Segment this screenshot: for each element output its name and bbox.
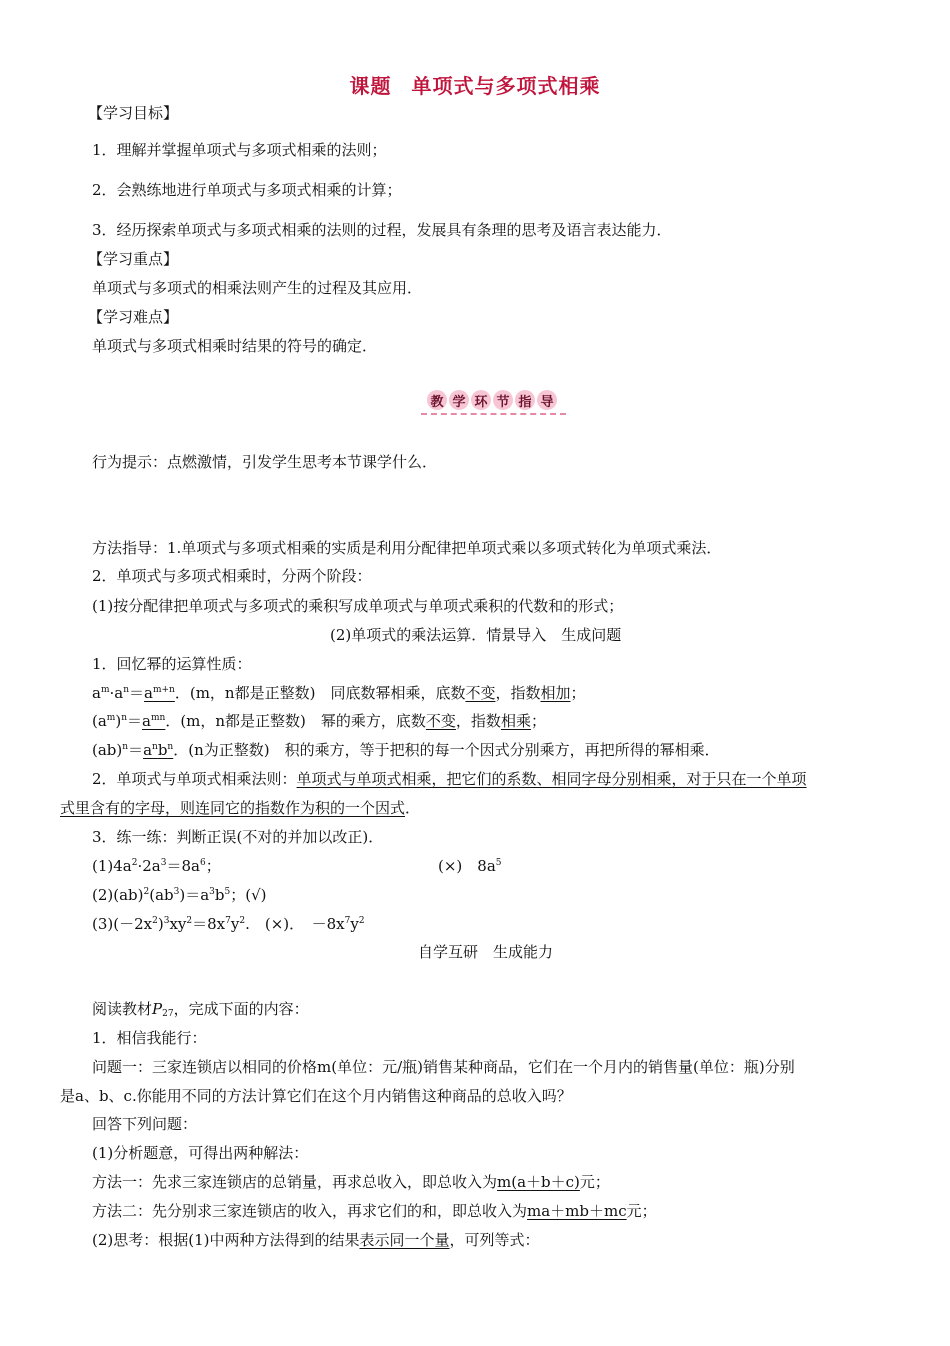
practice-1-answer: (×) $8a^5$	[438, 857, 502, 875]
banner-char: 环	[471, 390, 491, 410]
page-title: 课题 单项式与多项式相乘	[349, 74, 601, 98]
goals-header: 【学习目标】	[88, 104, 179, 122]
section-banner	[421, 390, 566, 416]
banner-char: 节	[493, 390, 513, 410]
focus-text: 单项式与多项式的相乘法则产生的过程及其应用．	[92, 279, 423, 297]
practice-header: 3．练一练：判断正误(不对的并加以改正)．	[92, 828, 384, 846]
focus-header: 【学习重点】	[88, 250, 179, 268]
review-header: 1．回忆幂的运算性质：	[92, 655, 252, 673]
banner-char: 导	[537, 390, 557, 410]
banner-divider	[421, 413, 566, 415]
way-2: 方法二：先分别求三家连锁店的收入，再求它们的和，即总收入为ma＋mb＋mc元；	[92, 1202, 657, 1220]
banner-char: 指	[515, 390, 535, 410]
problem-1-line-1: 问题一：三家连锁店以相同的价格m(单位：元/瓶)销售某种商品，它们在一个月内的销售量(单位：瓶)分别	[92, 1058, 795, 1076]
confident-line: 1．相信我能行：	[92, 1029, 207, 1047]
goal-item-1: 1．理解并掌握单项式与多项式相乘的法则；	[92, 141, 387, 159]
rule-line-1: 2．单项式与单项式相乘法则：单项式与单项式相乘，把它们的系数、相同字母分别相乘，对于只在一个单项	[92, 770, 807, 788]
power-rule-1: $a^m\cdot a^n=a^{m+n}$．(m，n都是正整数) 同底数幂相乘，底数不变，指数相加；	[92, 684, 586, 702]
answer-questions: 回答下列问题：	[92, 1115, 198, 1133]
difficulty-header: 【学习难点】	[88, 308, 179, 326]
power-rule-3: $(ab)^n=a^nb^n$．(n为正整数) 积的乘方，等于把积的每一个因式分别乘方，再把所得的幂相乘．	[92, 741, 720, 759]
method-line-3: (1)按分配律把单项式与多项式的乘积写成单项式与单项式乘积的代数和的形式；	[92, 597, 624, 615]
power-rule-2: $(a^m)^n=a^{mn}$．(m，n都是正整数) 幂的乘方，底数不变，指数相乘；	[92, 712, 546, 730]
analysis-line: (1)分析题意，可得出两种解法：	[92, 1144, 309, 1162]
method-line-4: (2)单项式的乘法运算．情景导入 生成问题	[330, 626, 622, 644]
method-line-2: 2．单项式与多项式相乘时，分两个阶段：	[92, 567, 372, 585]
think-line: (2)思考：根据(1)中两种方法得到的结果表示同一个量，可列等式：	[92, 1231, 540, 1249]
practice-2: $(2)(ab)^2(ab^3)=a^3b^5$；(√)	[92, 886, 267, 904]
method-line-1: 方法指导：1.单项式与多项式相乘的实质是利用分配律把单项式乘以多项式转化为单项式乘法．	[92, 539, 722, 557]
practice-1-expr: $(1)4a^2\cdot 2a^3=8a^6$；	[92, 857, 221, 875]
rule-line-2: 式里含有的字母，则连同它的指数作为积的一个因式．	[60, 799, 421, 817]
difficulty-text: 单项式与多项式相乘时结果的符号的确定．	[92, 337, 378, 355]
banner-char: 学	[449, 390, 469, 410]
problem-1-line-2: 是a、b、c.你能用不同的方法计算它们在这个月内销售这种商品的总收入吗？	[60, 1087, 572, 1105]
way-1: 方法一：先求三家连锁店的总销量，再求总收入，即总收入为m(a＋b＋c)元；	[92, 1173, 610, 1191]
banner-char: 教	[427, 390, 447, 410]
goal-item-2: 2．会熟练地进行单项式与多项式相乘的计算；	[92, 181, 402, 199]
behavior-hint: 行为提示：点燃激情，引发学生思考本节课学什么．	[92, 453, 438, 471]
practice-3: $(3)(-2x^2)^3xy^2=8x^7y^2$. (×)． $-8x^7y^2$	[92, 915, 365, 933]
reading-instruction: 阅读教材$P_{27}$，完成下面的内容：	[92, 1000, 309, 1019]
goal-item-3: 3．经历探索单项式与多项式相乘的法则的过程，发展具有条理的思考及语言表达能力．	[92, 221, 672, 239]
section-heading: 自学互研 生成能力	[418, 943, 554, 961]
